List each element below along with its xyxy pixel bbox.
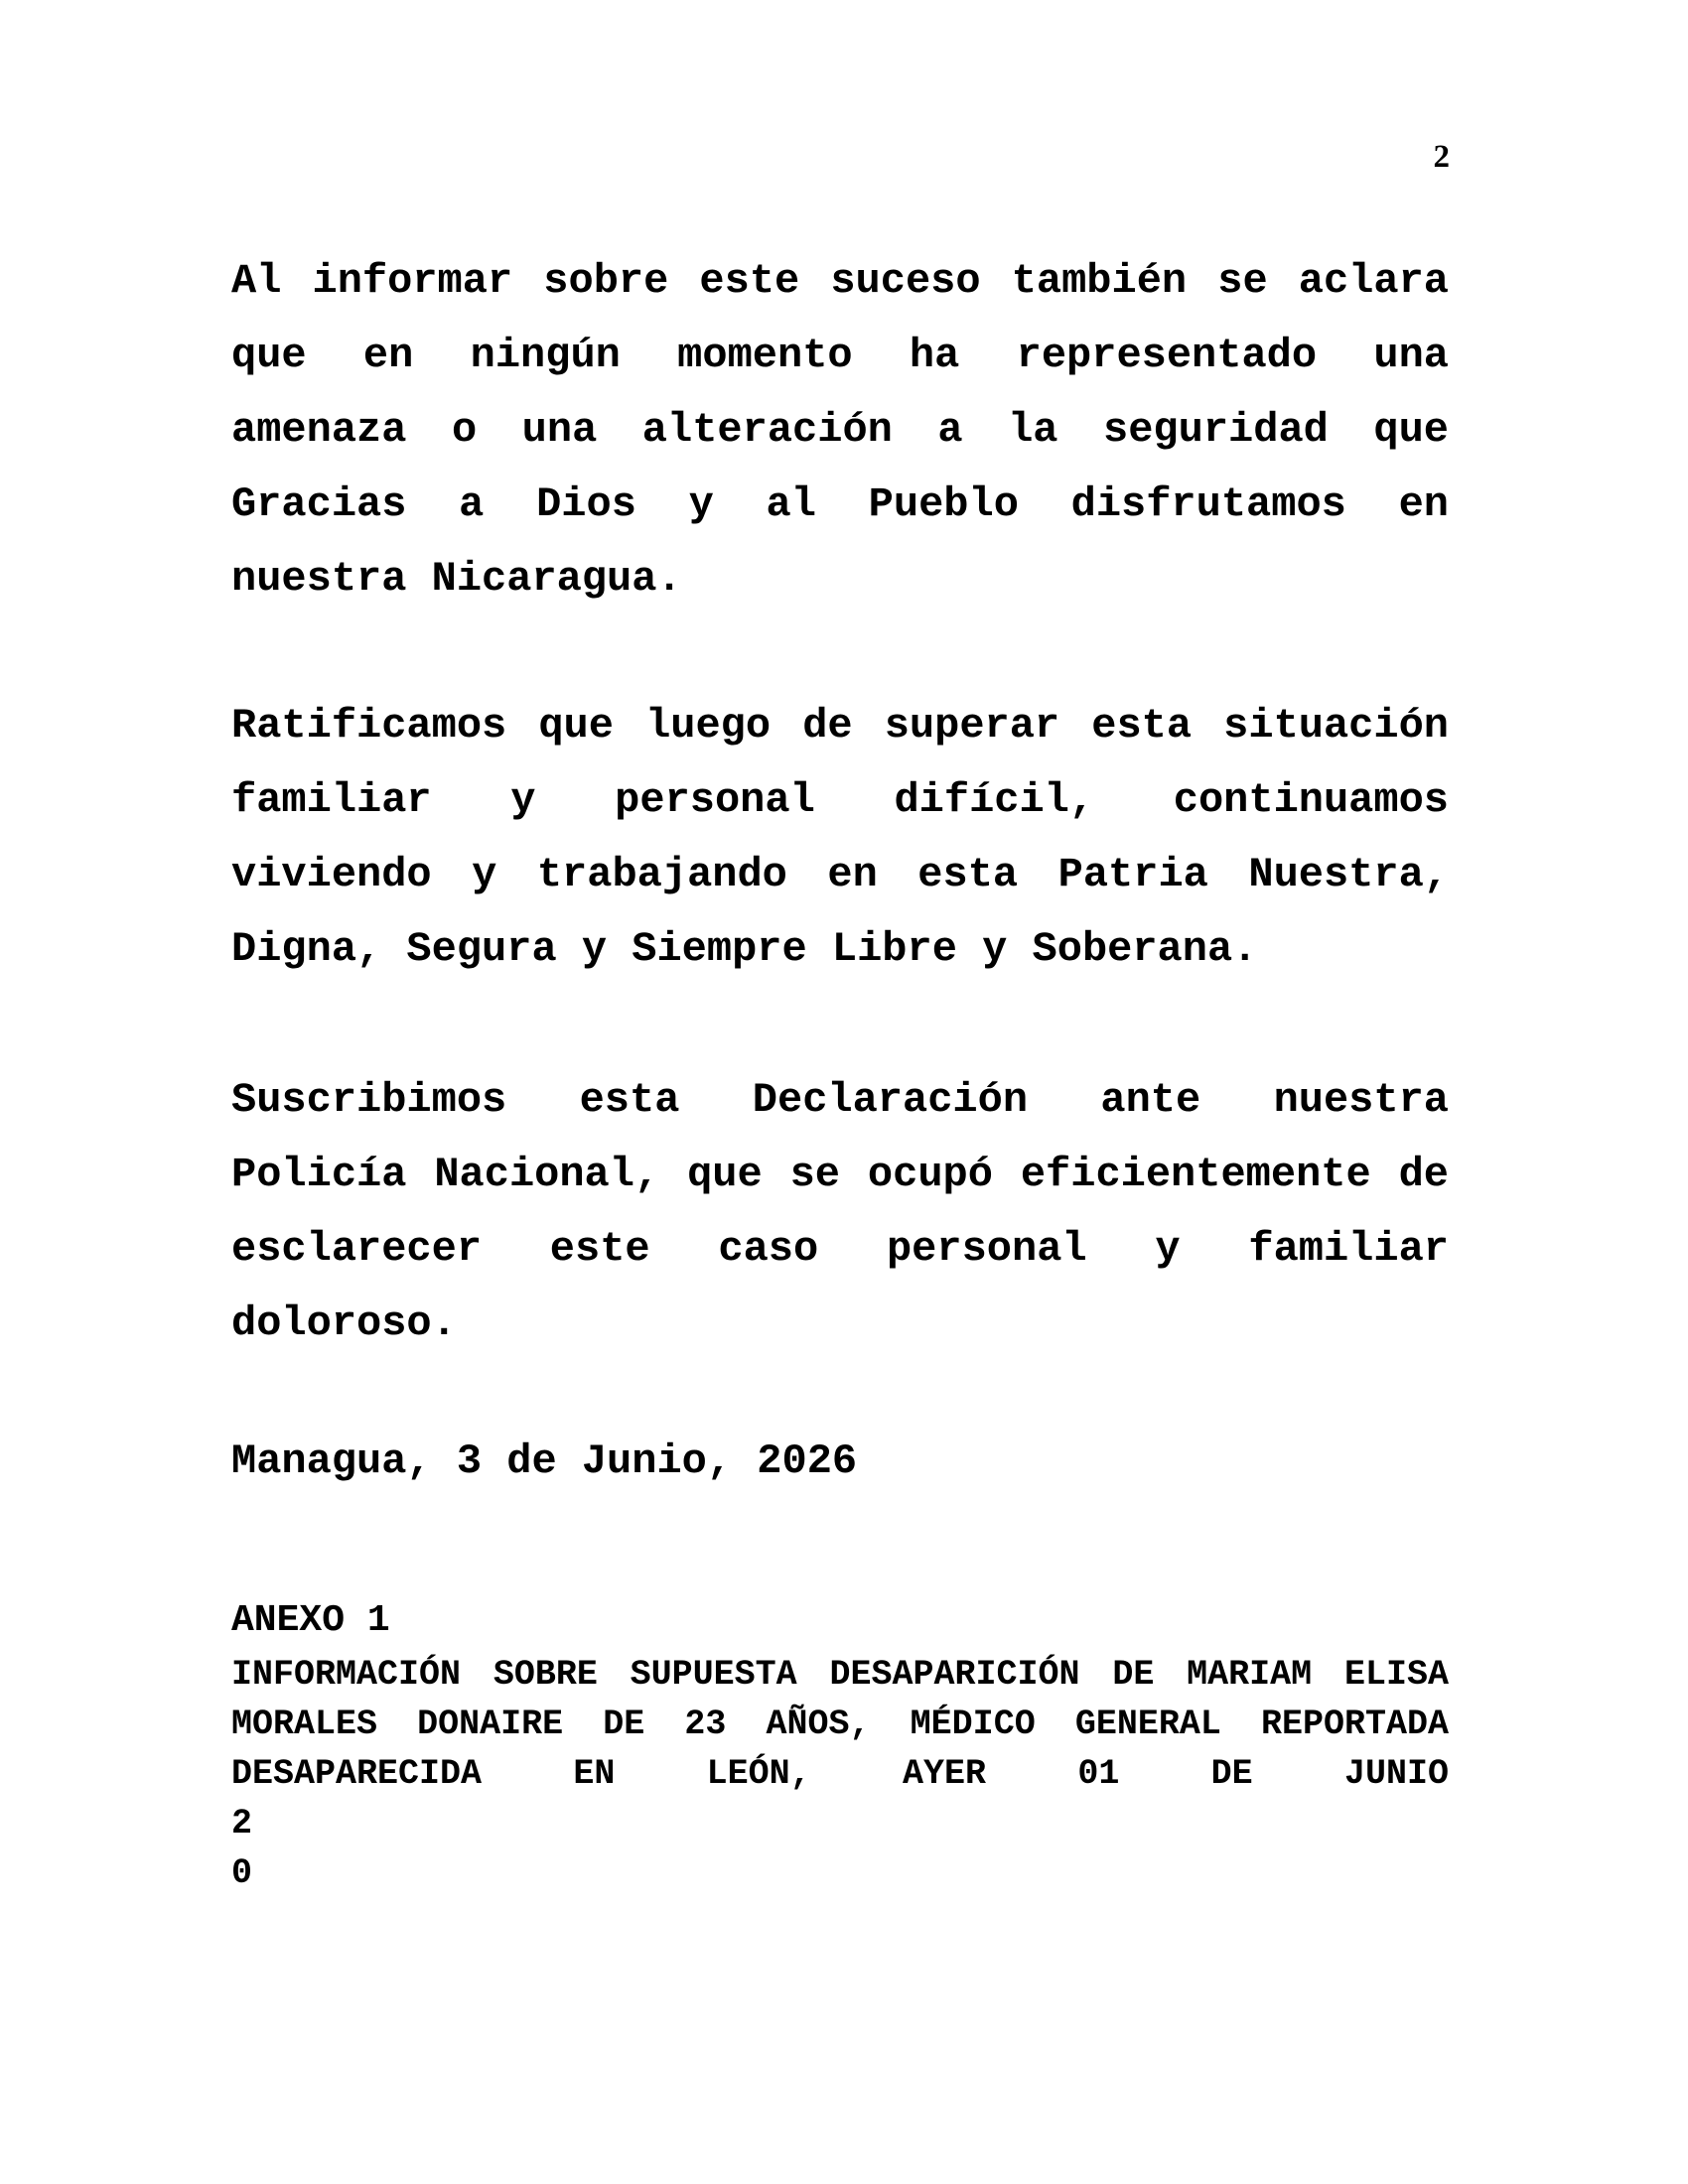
page-number: 2	[1433, 139, 1450, 175]
paragraph-1: Al informar sobre este suceso también se aclara que en ningún momento ha representado una amenaza o una alteración a la seguridad que Gracias a Dios y al Pueblo disfrutamos en nuestra Nicaragua.	[231, 257, 1449, 603]
annex-trailing-char: 0	[231, 1853, 253, 1893]
annex-body: INFORMACIÓN SOBRE SUPUESTA DESAPARICIÓN DE MARIAM ELISA MORALES DONAIRE DE 23 AÑOS, MÉDICO GENERAL REPORTADA DESAPARECIDA EN LEÓN, AYER 01 DE JUNIO	[231, 1655, 1449, 1794]
paragraph-2: Ratificamos que luego de superar esta situación familiar y personal difícil, continuamos viviendo y trabajando en esta Patria Nuestra, Digna, Segura y Siempre Libre y Soberana.	[231, 702, 1449, 973]
paragraph-3: Suscribimos esta Declaración ante nuestra Policía Nacional, que se ocupó eficientemente de esclarecer este caso personal y familiar doloroso.	[231, 1076, 1449, 1347]
annex-trailing-char: 2	[231, 1804, 253, 1843]
date-line: Managua, 3 de Junio, 2026	[231, 1437, 858, 1485]
annex-title: ANEXO 1	[231, 1599, 390, 1642]
